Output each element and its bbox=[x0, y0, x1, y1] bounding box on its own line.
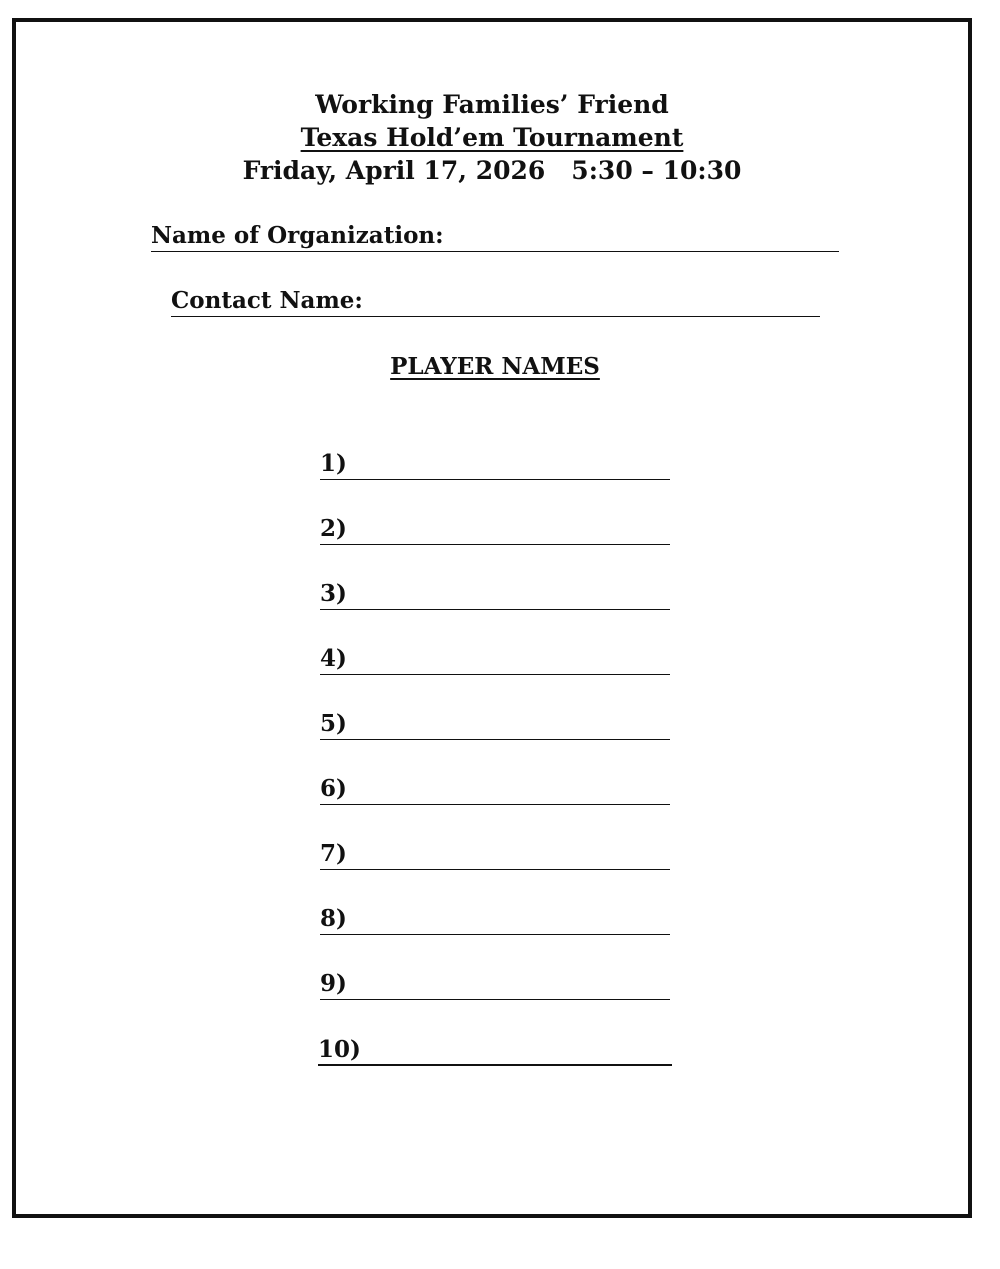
player-line-8[interactable] bbox=[320, 905, 670, 935]
player-number: 4) bbox=[320, 645, 347, 672]
player-number: 7) bbox=[320, 840, 347, 867]
organization-name-label: Name of Organization: bbox=[151, 222, 444, 249]
contact-name-field[interactable] bbox=[171, 287, 820, 317]
player-line-9[interactable] bbox=[320, 970, 670, 1000]
player-line-5[interactable] bbox=[320, 710, 670, 740]
player-number: 8) bbox=[320, 905, 347, 932]
player-number: 9) bbox=[320, 970, 347, 997]
event-date-time bbox=[0, 156, 984, 186]
player-line-4[interactable] bbox=[320, 645, 670, 675]
player-names-heading bbox=[0, 353, 990, 381]
player-line-6[interactable] bbox=[320, 775, 670, 805]
player-line-2[interactable] bbox=[320, 515, 670, 545]
player-line-1[interactable] bbox=[320, 450, 670, 480]
player-line-3[interactable] bbox=[320, 580, 670, 610]
event-time: 5:30 – 10:30 bbox=[571, 156, 742, 185]
player-number: 3) bbox=[320, 580, 347, 607]
event-title-line bbox=[0, 123, 984, 153]
player-number: 2) bbox=[320, 515, 347, 542]
player-number: 5) bbox=[320, 710, 347, 737]
player-number: 10) bbox=[318, 1036, 361, 1063]
event-title: Texas Hold’em Tournament bbox=[300, 123, 684, 152]
event-date: Friday, April 17, 2026 bbox=[242, 156, 546, 185]
player-number: 6) bbox=[320, 775, 347, 802]
player-names-title: PLAYER NAMES bbox=[390, 353, 600, 380]
organization-name-field[interactable] bbox=[151, 222, 839, 252]
player-number: 1) bbox=[320, 450, 347, 477]
organization-title: Working Families’ Friend bbox=[315, 90, 669, 119]
contact-name-label: Contact Name: bbox=[171, 287, 363, 314]
player-line-7[interactable] bbox=[320, 840, 670, 870]
player-line-10[interactable] bbox=[318, 1036, 672, 1066]
